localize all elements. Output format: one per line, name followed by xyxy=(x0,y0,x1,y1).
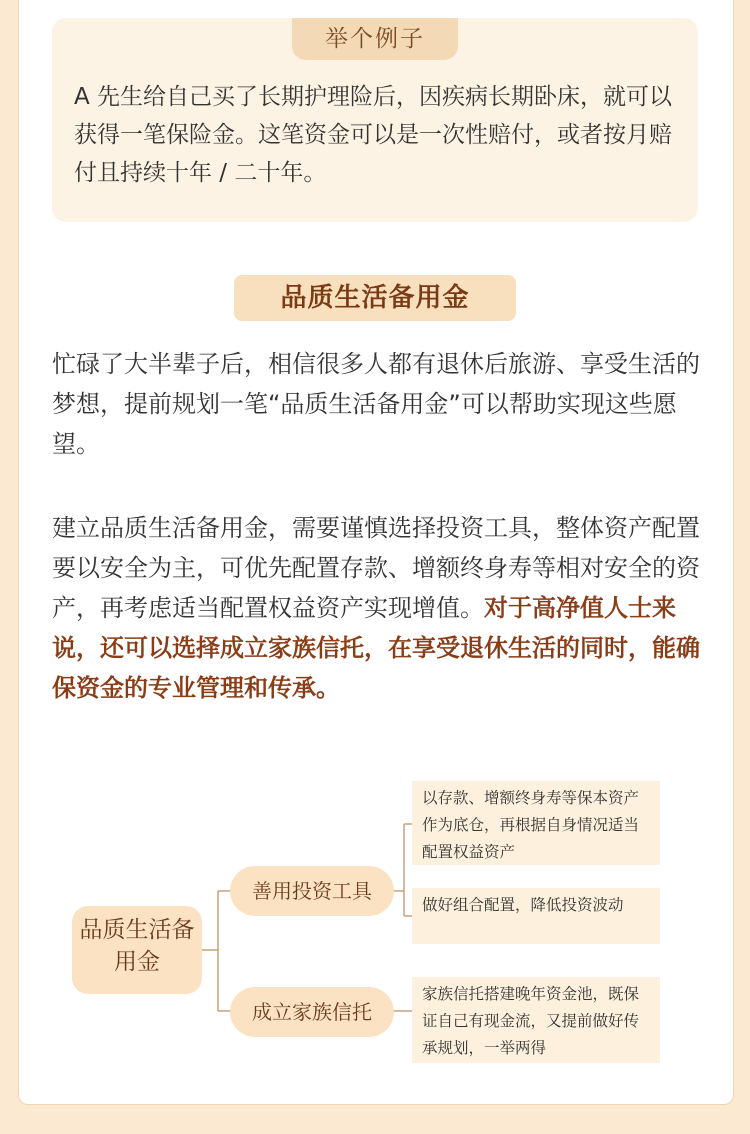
mindmap-branch-invest-tools: 善用投资工具 xyxy=(230,866,394,916)
paragraph-2-highlight: 对于高净值人士来说，还可以选择成立家族信托，在享受退休生活的同时，能确保资金的专业管理和传承。 xyxy=(52,594,700,702)
section-title: 品质生活备用金 xyxy=(234,275,516,321)
connector-root-branches xyxy=(202,891,230,1011)
mindmap-leaf-base-assets: 以存款、增额终身寿等保本资产作为底仓，再根据自身情况适当配置权益资产 xyxy=(412,781,660,865)
example-tab-label: 举个例子 xyxy=(292,18,458,60)
paragraph-2-text: 建立品质生活备用金，需要谨慎选择投资工具，整体资产配置要以安全为主，可优先配置存款、增额终身寿等相对安全的资产，再考虑适当配置权益资产实现增值。 xyxy=(52,514,700,622)
example-text: A 先生给自己买了长期护理险后，因疾病长期卧床，就可以获得一笔保险金。这笔资金可以是一次性赔付，或者按月赔付且持续十年 / 二十年。 xyxy=(74,84,673,186)
mindmap-leaf-portfolio: 做好组合配置，降低投资波动 xyxy=(412,888,660,944)
mindmap-branch-family-trust: 成立家族信托 xyxy=(230,987,394,1037)
paragraph-1: 忙碌了大半辈子后，相信很多人都有退休后旅游、享受生活的梦想，提前规划一笔“品质生活备用金”可以帮助实现这些愿望。 xyxy=(52,350,700,458)
connector-branch1-leaves xyxy=(394,824,412,916)
mindmap-root-node: 品质生活备用金 xyxy=(72,906,202,994)
mindmap-leaf-trust-pool: 家族信托搭建晚年资金池，既保证自己有现金流，又提前做好传承规划，一举两得 xyxy=(412,977,660,1063)
